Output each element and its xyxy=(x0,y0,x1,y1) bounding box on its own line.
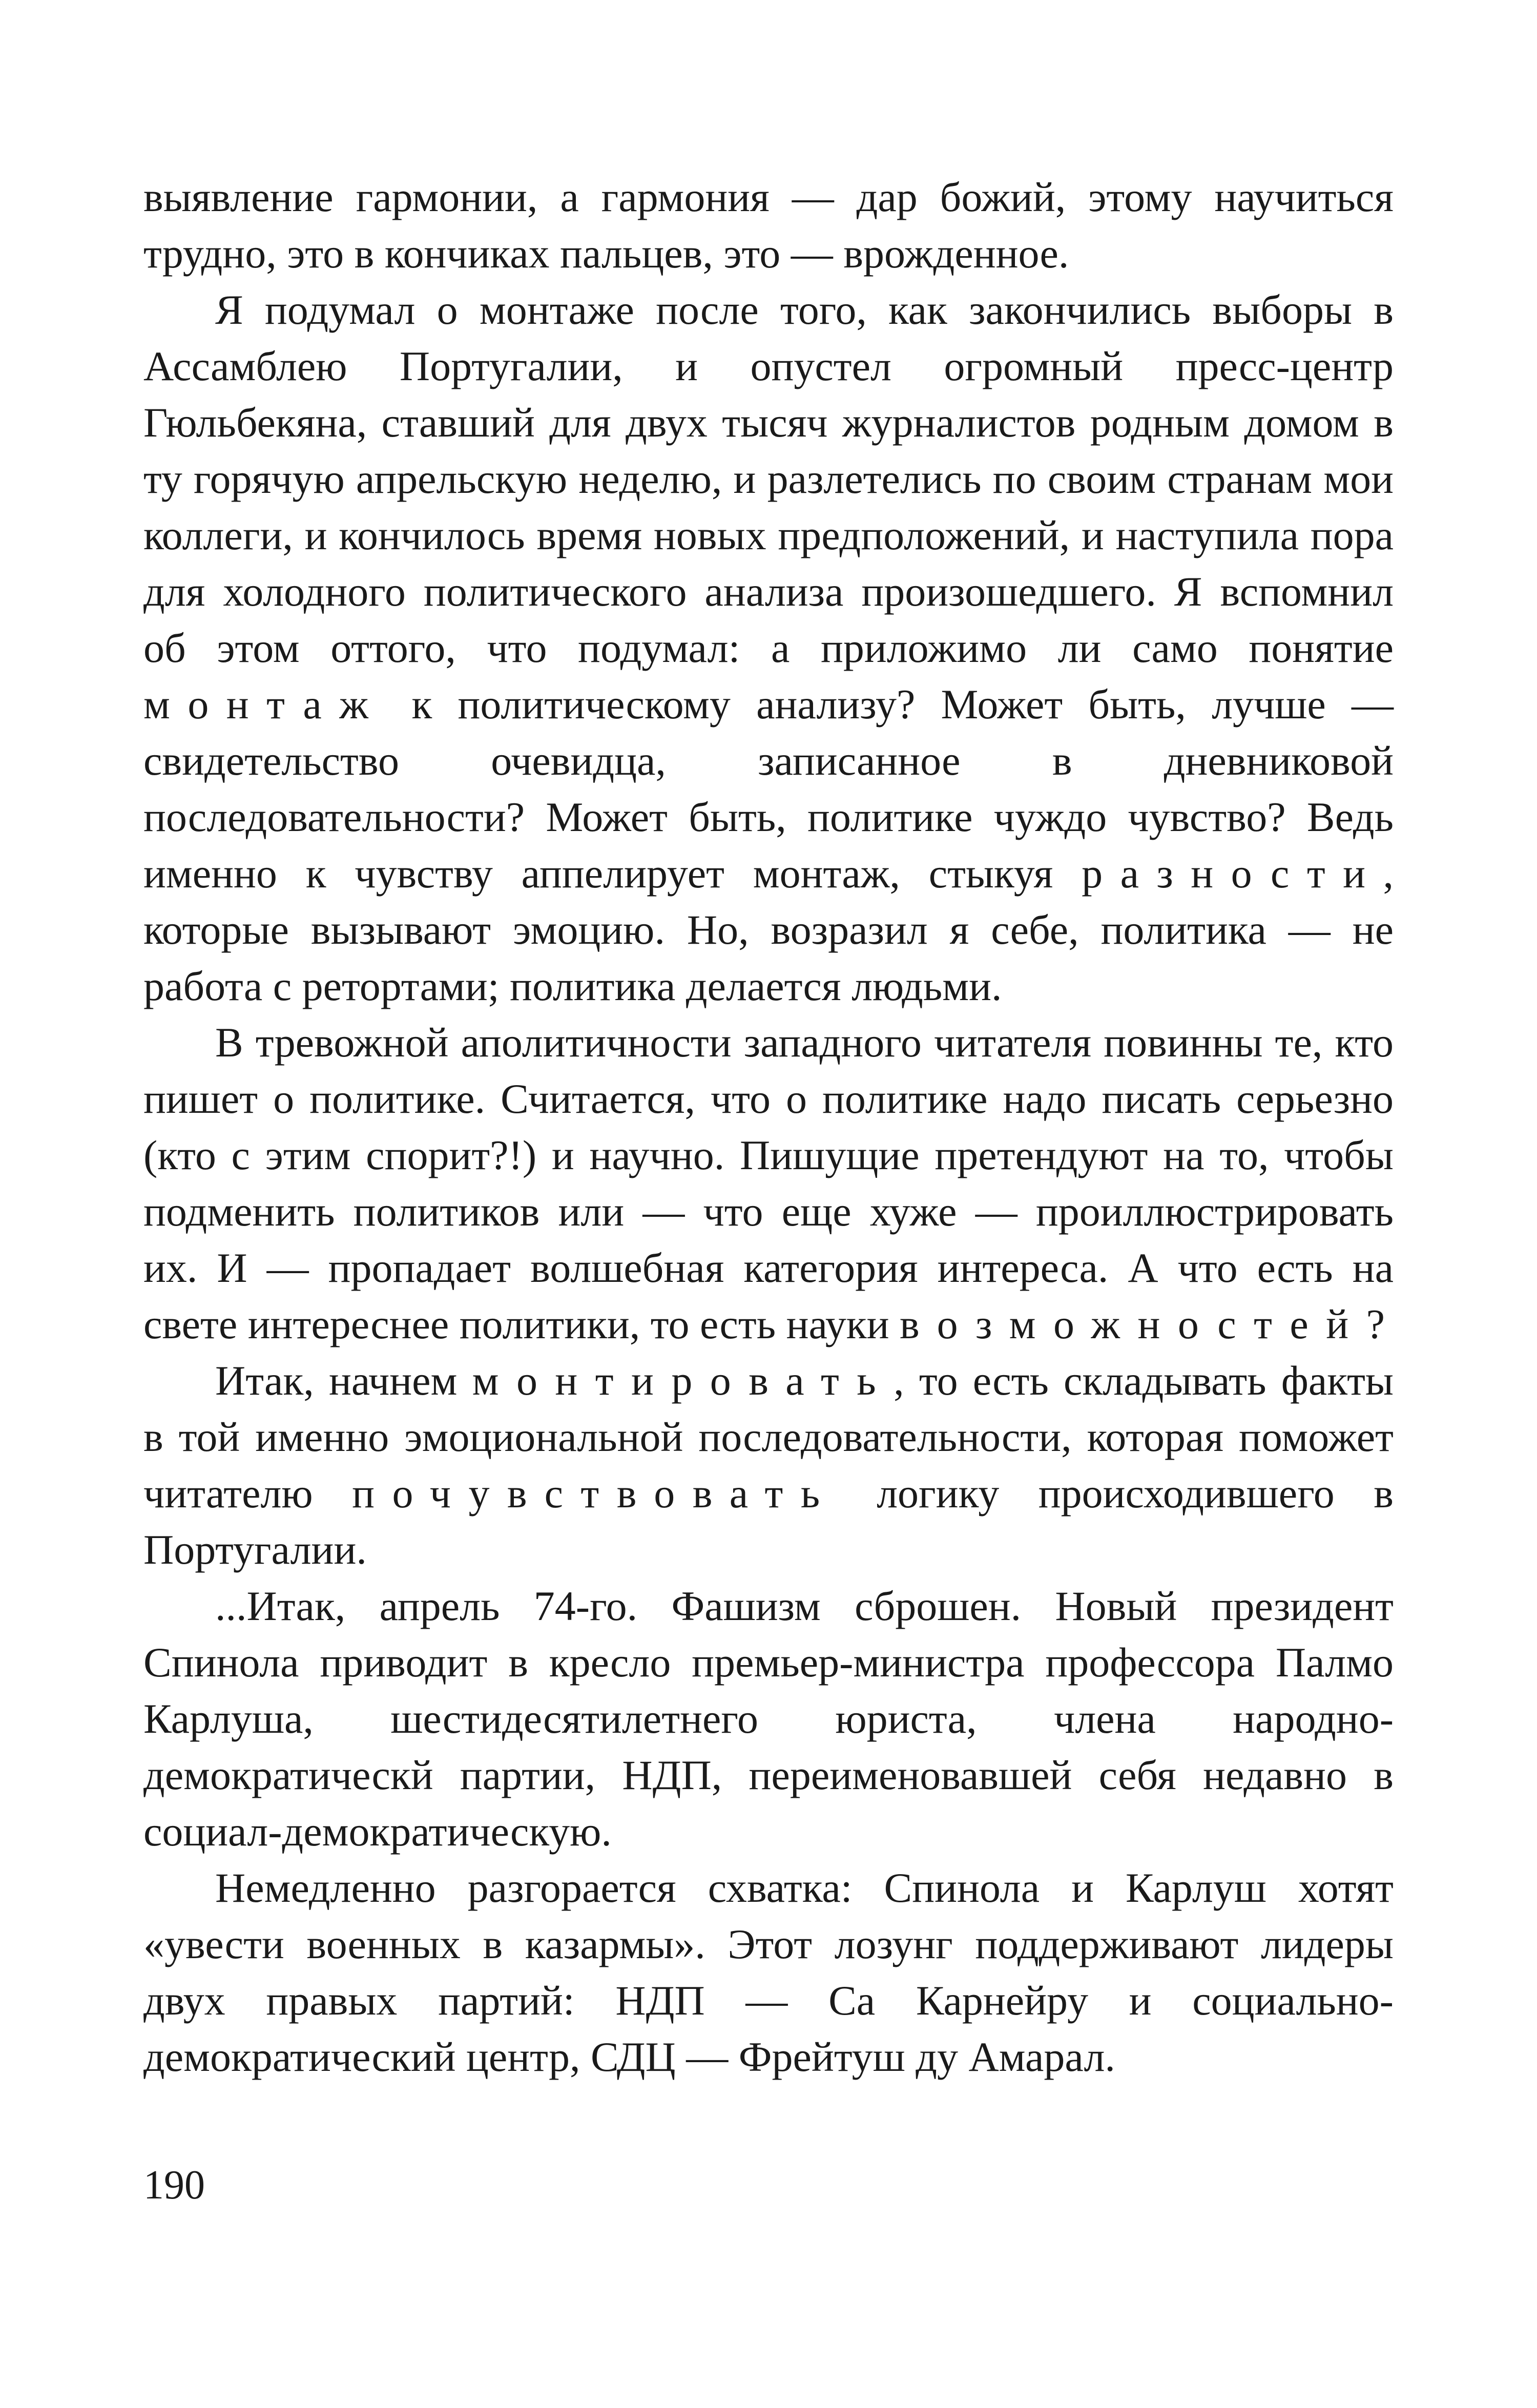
paragraph-4-text: Итак, начнем xyxy=(215,1357,472,1404)
paragraph-2 xyxy=(143,282,1394,1014)
paragraph-5-text: ...Итак, апрель 74-го. Фашизм сброшен. Новый президент Спинола приводит в кресло премьер-министра профессора Палмо Карлуша, шестидесятилетнего юриста, члена народно-демократическй партии, НДП, переименовавшей себя недавно в социал-демократическую. xyxy=(143,1583,1394,1855)
paragraph-4 xyxy=(143,1353,1394,1578)
paragraph-2-text: к политическому анализу? Может быть, лучше — свидетельство очевидца, записанное в дневниковой последовательности? Может быть, политике чуждо чувство? Ведь именно к чувству аппелирует монтаж, стыкуя xyxy=(143,681,1394,897)
paragraph-4-text: , то есть складывать факты в той именно эмоциональной последовательности, которая поможет читателю xyxy=(143,1357,1394,1517)
paragraph-3-text: В тревожной аполитичности западного читателя повинны те, кто пишет о политике. Считается, что о политике надо писать серьезно (кто с этим спорит?!) и научно. Пишущие претендуют на то, чтобы подменить политиков или — что еще хуже — проиллюстрировать их. И — пропадает волшебная категория интереса. А что есть на свете интереснее политики, то есть науки xyxy=(143,1019,1394,1347)
paragraph-2-text: , которые вызывают эмоцию. Но, возразил я себе, политика — не работа с ретортами; политика делается людьми. xyxy=(143,850,1394,1009)
paragraph-6 xyxy=(143,1860,1394,2085)
paragraph-4-text: логику происходившего в Португалии. xyxy=(143,1470,1394,1573)
page-body xyxy=(143,169,1394,2085)
paragraph-3-text: ? xyxy=(1366,1301,1385,1347)
page-number: 190 xyxy=(143,2163,205,2208)
paragraph-6-text: Немедленно разгорается схватка: Спинола и Карлуш хотят «увести военных в казармы». Этот лозунг поддерживают лидеры двух правых партий: НДП — Са Карнейру и социально-демократический центр, СДЦ — Фрейтуш ду Амарал. xyxy=(143,1864,1394,2080)
paragraph-2-text: Я подумал о монтаже после того, как закончились выборы в Ассамблею Португалии, и опустел огромный пресс-центр Гюльбекяна, ставший для двух тысяч журналистов родным домом в ту горячую апрельскую неделю, и разлетелись по своим странам мои коллеги, и кончилось время новых предположений, и наступила пора для холодного политического анализа произошедшего. Я вспомнил об этом оттого, что подумал: а приложимо ли само понятие xyxy=(143,286,1394,671)
spaced-word-montazh: монтаж xyxy=(143,681,386,728)
spaced-word-pochuvstvovat: почувствовать xyxy=(352,1470,838,1517)
spaced-word-montirovat: монтировать xyxy=(472,1357,894,1404)
spaced-word-raznosti: разности xyxy=(1082,850,1383,897)
paragraph-1 xyxy=(143,169,1394,282)
paragraph-5 xyxy=(143,1578,1394,1860)
paragraph-3 xyxy=(143,1014,1394,1353)
paragraph-1-text: выявление гармонии, а гармония — дар божий, этому научиться трудно, это в кончиках пальцев, это — врожденное. xyxy=(143,174,1394,277)
spaced-word-vozmozhnostey: возможностей xyxy=(899,1301,1366,1347)
